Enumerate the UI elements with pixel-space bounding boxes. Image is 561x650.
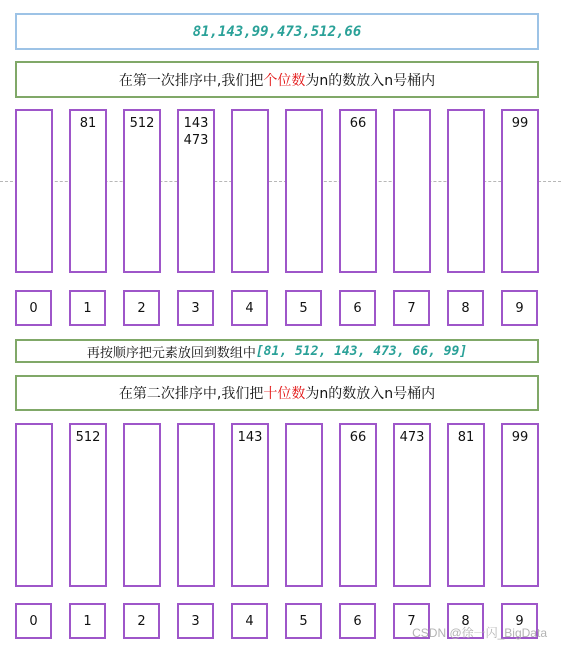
bucket-index-5: 5 [285,603,322,639]
bucket-5 [285,109,323,273]
bucket-value: 81 [457,430,475,445]
bucket-value: 512 [129,116,155,131]
pass1-caption [15,61,539,98]
bucket-6 [339,423,377,587]
bucket-index-8: 8 [447,603,484,639]
bucket-7 [393,423,431,587]
pass1-caption-after: 为n的数放入n号桶内 [305,72,436,89]
pass2-caption [15,375,539,411]
bucket-index-4: 4 [231,290,268,326]
bucket-value: 99 [511,116,529,131]
bucket-value: 66 [349,430,367,445]
bucket-index-2: 2 [123,603,160,639]
bucket-index-4: 4 [231,603,268,639]
bucket-index-2: 2 [123,290,160,326]
bucket-value: 473 [183,133,209,148]
pass2-caption-highlight: 十位数 [263,386,306,402]
bucket-index-1: 1 [69,290,106,326]
regather-array: [81, 512, 143, 473, 66, 99] [255,343,468,359]
regather-label: 再按顺序把元素放回到数组中 [86,345,256,361]
bucket-value: 81 [79,116,97,131]
input-array-text: 81,143,99,473,512,66 [192,23,362,40]
bucket-index-8: 8 [447,290,484,326]
bucket-0 [15,423,53,587]
bucket-index-5: 5 [285,290,322,326]
bucket-index-7: 7 [393,603,430,639]
bucket-value: 143 [183,116,209,131]
bucket-value: 66 [349,116,367,131]
bucket-1 [69,109,107,273]
bucket-index-7: 7 [393,290,430,326]
bucket-index-0: 0 [15,603,52,639]
bucket-value: 512 [75,430,101,445]
bucket-3 [177,423,215,587]
pass2-caption-before: 在第二次排序中,我们把 [118,386,264,402]
pass1-caption-highlight: 个位数 [263,72,306,89]
bucket-value: 99 [511,430,529,445]
bucket-7 [393,109,431,273]
pass1-caption-before: 在第一次排序中,我们把 [118,72,264,89]
bucket-index-6: 6 [339,290,376,326]
bucket-index-3: 3 [177,290,214,326]
bucket-8 [447,423,485,587]
bucket-index-0: 0 [15,290,52,326]
regather-banner [15,339,539,363]
bucket-index-6: 6 [339,603,376,639]
bucket-index-9: 9 [501,290,538,326]
bucket-8 [447,109,485,273]
bucket-1 [69,423,107,587]
bucket-2 [123,109,161,273]
bucket-value: 473 [399,430,425,445]
bucket-6 [339,109,377,273]
bucket-9 [501,109,539,273]
input-array-banner [15,13,539,50]
bucket-4 [231,423,269,587]
watermark: CSDN @徐一闪_BigData [412,626,547,640]
bucket-0 [15,109,53,273]
bucket-index-1: 1 [69,603,106,639]
bucket-3 [177,109,215,273]
bucket-4 [231,109,269,273]
bucket-2 [123,423,161,587]
bucket-index-3: 3 [177,603,214,639]
bucket-9 [501,423,539,587]
bucket-5 [285,423,323,587]
bucket-value: 143 [237,430,263,445]
pass2-caption-after: 为n的数放入n号桶内 [305,386,436,402]
bucket-index-9: 9 [501,603,538,639]
